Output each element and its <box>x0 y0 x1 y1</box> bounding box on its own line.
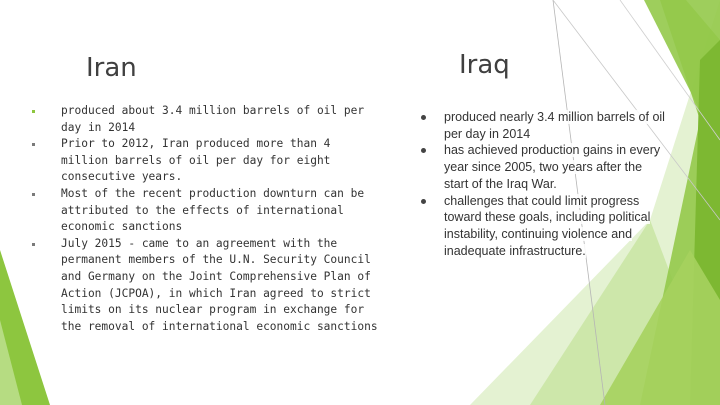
iran-bullet-item <box>30 236 378 336</box>
iraq-title: Iraq <box>459 50 510 80</box>
iraq-bullet-item <box>418 193 668 260</box>
iraq-bullet-item <box>418 142 668 192</box>
bullet-marker <box>32 243 35 246</box>
bullet-marker <box>421 199 426 204</box>
iran-bullet-text: produced about 3.4 million barrels of oil per day in 2014 <box>61 104 365 134</box>
iran-title: Iran <box>86 53 137 83</box>
iran-bullet-list <box>30 103 378 335</box>
bullet-marker <box>421 115 426 120</box>
iran-bullet-item <box>30 136 378 186</box>
bullet-marker <box>32 143 35 146</box>
iran-bullet-item <box>30 103 378 136</box>
bullet-marker <box>32 193 35 196</box>
bullet-marker <box>32 110 35 113</box>
bullet-marker <box>421 148 426 153</box>
iran-bullet-text: July 2015 - came to an agreement with the permanent members of the U.N. Security Council and Germany on the Joint Comprehensive Plan of Action (JCPOA), in which Iran agreed to strict limits on its nuclear program in exchange for the removal of international economic sanctions <box>61 236 378 333</box>
iraq-bullet-text: produced nearly 3.4 million barrels of oil per day in 2014 <box>444 110 665 141</box>
iraq-bullet-list <box>418 109 668 259</box>
iraq-bullet-text: has achieved production gains in every year since 2005, two years after the start of the Iraq War. <box>444 143 661 191</box>
iran-bullet-text: Prior to 2012, Iran produced more than 4 million barrels of oil per day for eight consecutive years. <box>61 137 331 184</box>
iran-bullet-text: Most of the recent production downturn can be attributed to the effects of international economic sanctions <box>61 186 365 234</box>
iran-bullet-item <box>30 186 378 236</box>
iraq-bullet-item <box>418 109 668 142</box>
iraq-bullet-text: challenges that could limit progress toward these goals, including political instability, continuing violence and inadequate infrastructure. <box>444 193 651 258</box>
